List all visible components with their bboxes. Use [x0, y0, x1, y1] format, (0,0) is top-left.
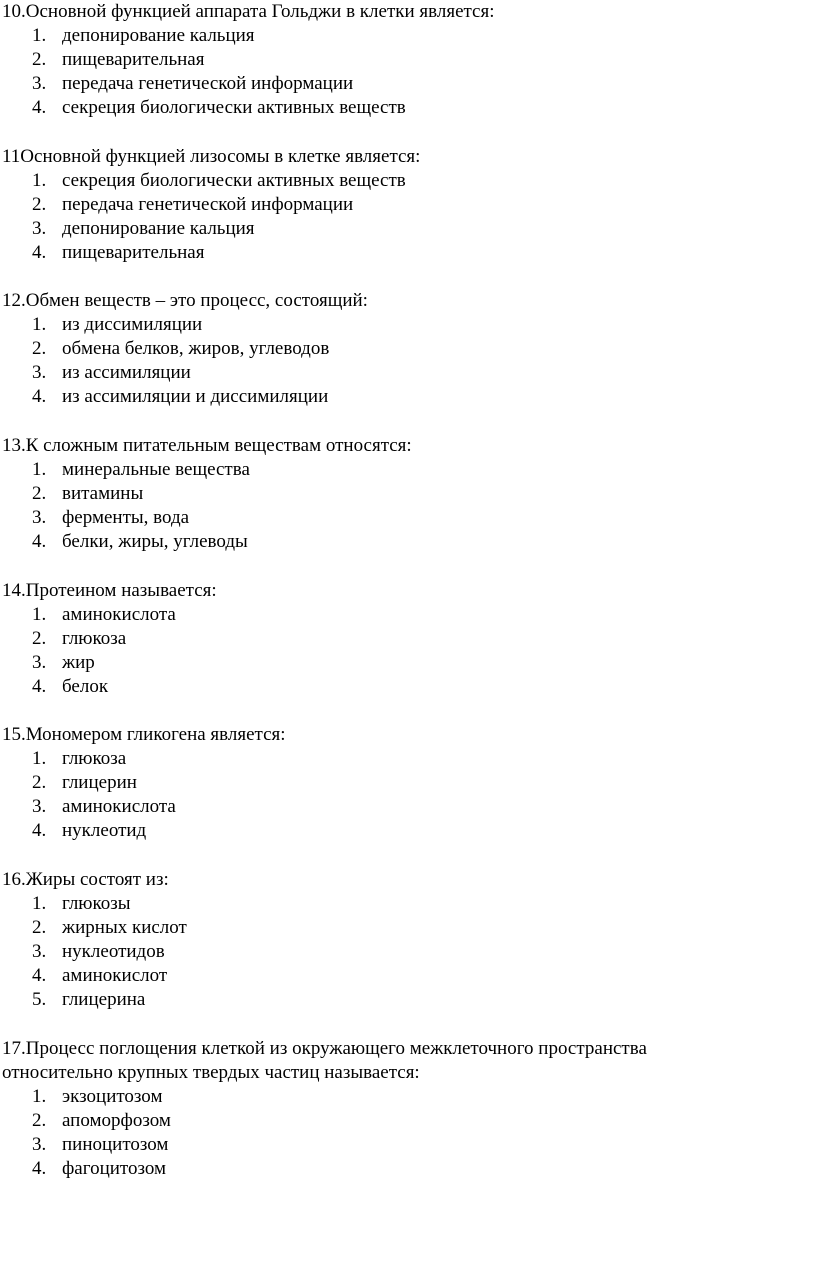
question-14 — [0, 579, 800, 699]
option-item — [0, 48, 800, 72]
option-text: глицерина — [62, 989, 146, 1010]
question-15 — [0, 723, 800, 843]
option-text: обмена белков, жиров, углеводов — [62, 338, 330, 359]
option-item — [0, 313, 800, 337]
option-number: 1. — [32, 893, 47, 914]
option-item — [0, 916, 800, 940]
option-text: нуклеотидов — [62, 941, 165, 962]
question-title-line: 17.Процесс поглощения клеткой из окружающего межклеточного пространства — [2, 1038, 647, 1059]
option-text: секреция биологически активных веществ — [62, 97, 406, 118]
option-text: нуклеотид — [62, 820, 147, 841]
option-number: 3. — [32, 362, 47, 383]
option-list — [0, 313, 800, 409]
option-item — [0, 819, 800, 843]
option-item — [0, 771, 800, 795]
option-number: 1. — [32, 604, 47, 625]
option-number: 3. — [32, 73, 47, 94]
option-text: апоморфозом — [62, 1110, 171, 1131]
option-item — [0, 1157, 800, 1181]
option-item — [0, 747, 800, 771]
option-text: пищеварительная — [62, 242, 205, 263]
option-text: белок — [62, 676, 109, 697]
option-text: фагоцитозом — [62, 1158, 167, 1179]
option-text: экзоцитозом — [62, 1086, 163, 1107]
option-text: жир — [62, 652, 95, 673]
option-text: из ассимиляции и диссимиляции — [62, 386, 329, 407]
option-text: белки, жиры, углеводы — [62, 531, 248, 552]
option-number: 3. — [32, 507, 47, 528]
option-number: 2. — [32, 483, 47, 504]
option-item — [0, 385, 800, 409]
option-text: депонирование кальция — [62, 25, 255, 46]
option-text: передача генетической информации — [62, 194, 354, 215]
option-number: 2. — [32, 1110, 47, 1131]
option-item — [0, 482, 800, 506]
option-text: минеральные вещества — [62, 459, 250, 480]
option-number: 4. — [32, 820, 47, 841]
option-item — [0, 361, 800, 385]
option-number: 3. — [32, 1134, 47, 1155]
option-item — [0, 24, 800, 48]
option-item — [0, 675, 800, 699]
option-item — [0, 458, 800, 482]
option-list — [0, 24, 800, 120]
option-item — [0, 217, 800, 241]
option-number: 2. — [32, 338, 47, 359]
option-text: из ассимиляции — [62, 362, 191, 383]
option-item — [0, 988, 800, 1012]
question-title-line: относительно крупных твердых частиц называется: — [2, 1062, 420, 1083]
option-text: глюкозы — [62, 893, 131, 914]
option-item — [0, 603, 800, 627]
option-item — [0, 651, 800, 675]
question-title: 14.Протеином называется: — [2, 580, 217, 601]
option-text: глицерин — [62, 772, 137, 793]
option-number: 2. — [32, 49, 47, 70]
option-item — [0, 1109, 800, 1133]
option-number: 4. — [32, 97, 47, 118]
option-item — [0, 506, 800, 530]
option-item — [0, 72, 800, 96]
option-text: глюкоза — [62, 628, 127, 649]
option-item — [0, 940, 800, 964]
option-number: 1. — [32, 314, 47, 335]
option-text: передача генетической информации — [62, 73, 354, 94]
option-list — [0, 458, 800, 554]
option-number: 1. — [32, 1086, 47, 1107]
question-title: 16.Жиры состоят из: — [2, 869, 169, 890]
question-title: 11Основной функцией лизосомы в клетке является: — [2, 146, 421, 167]
option-text: депонирование кальция — [62, 218, 255, 239]
question-title: 12.Обмен веществ – это процесс, состоящий: — [2, 290, 368, 311]
question-title: 15.Мономером гликогена является: — [2, 724, 286, 745]
option-item — [0, 337, 800, 361]
question-title: 13.К сложным питательным веществам относятся: — [2, 435, 412, 456]
option-number: 2. — [32, 628, 47, 649]
option-item — [0, 530, 800, 554]
option-number: 4. — [32, 1158, 47, 1179]
option-number: 5. — [32, 989, 47, 1010]
option-item — [0, 241, 800, 265]
question-13 — [0, 434, 800, 554]
option-number: 1. — [32, 748, 47, 769]
option-number: 4. — [32, 531, 47, 552]
option-list — [0, 1085, 800, 1181]
option-number: 1. — [32, 170, 47, 191]
option-list — [0, 169, 800, 265]
option-item — [0, 795, 800, 819]
option-text: пиноцитозом — [62, 1134, 169, 1155]
option-text: секреция биологически активных веществ — [62, 170, 406, 191]
question-11 — [0, 145, 800, 265]
option-list — [0, 747, 800, 843]
option-text: глюкоза — [62, 748, 127, 769]
question-title — [0, 1037, 800, 1085]
option-item — [0, 892, 800, 916]
option-text: аминокислота — [62, 796, 176, 817]
option-item — [0, 1133, 800, 1157]
question-12 — [0, 289, 800, 409]
option-text: витамины — [62, 483, 144, 504]
option-number: 3. — [32, 218, 47, 239]
option-text: из диссимиляции — [62, 314, 203, 335]
question-10 — [0, 0, 800, 120]
option-text: аминокислота — [62, 604, 176, 625]
option-number: 1. — [32, 25, 47, 46]
option-number: 3. — [32, 652, 47, 673]
option-item — [0, 169, 800, 193]
option-number: 1. — [32, 459, 47, 480]
option-text: ферменты, вода — [62, 507, 190, 528]
option-number: 4. — [32, 242, 47, 263]
question-title: 10.Основной функцией аппарата Гольджи в клетки является: — [2, 1, 495, 22]
option-number: 3. — [32, 941, 47, 962]
option-text: пищеварительная — [62, 49, 205, 70]
option-number: 4. — [32, 965, 47, 986]
option-number: 2. — [32, 772, 47, 793]
option-item — [0, 964, 800, 988]
option-number: 2. — [32, 917, 47, 938]
option-number: 4. — [32, 676, 47, 697]
option-text: аминокислот — [62, 965, 168, 986]
option-item — [0, 193, 800, 217]
option-number: 2. — [32, 194, 47, 215]
option-item — [0, 96, 800, 120]
option-item — [0, 1085, 800, 1109]
option-item — [0, 627, 800, 651]
option-number: 3. — [32, 796, 47, 817]
option-text: жирных кислот — [62, 917, 187, 938]
question-16 — [0, 868, 800, 1012]
option-list — [0, 892, 800, 1012]
option-list — [0, 603, 800, 699]
option-number: 4. — [32, 386, 47, 407]
question-17 — [0, 1037, 800, 1181]
